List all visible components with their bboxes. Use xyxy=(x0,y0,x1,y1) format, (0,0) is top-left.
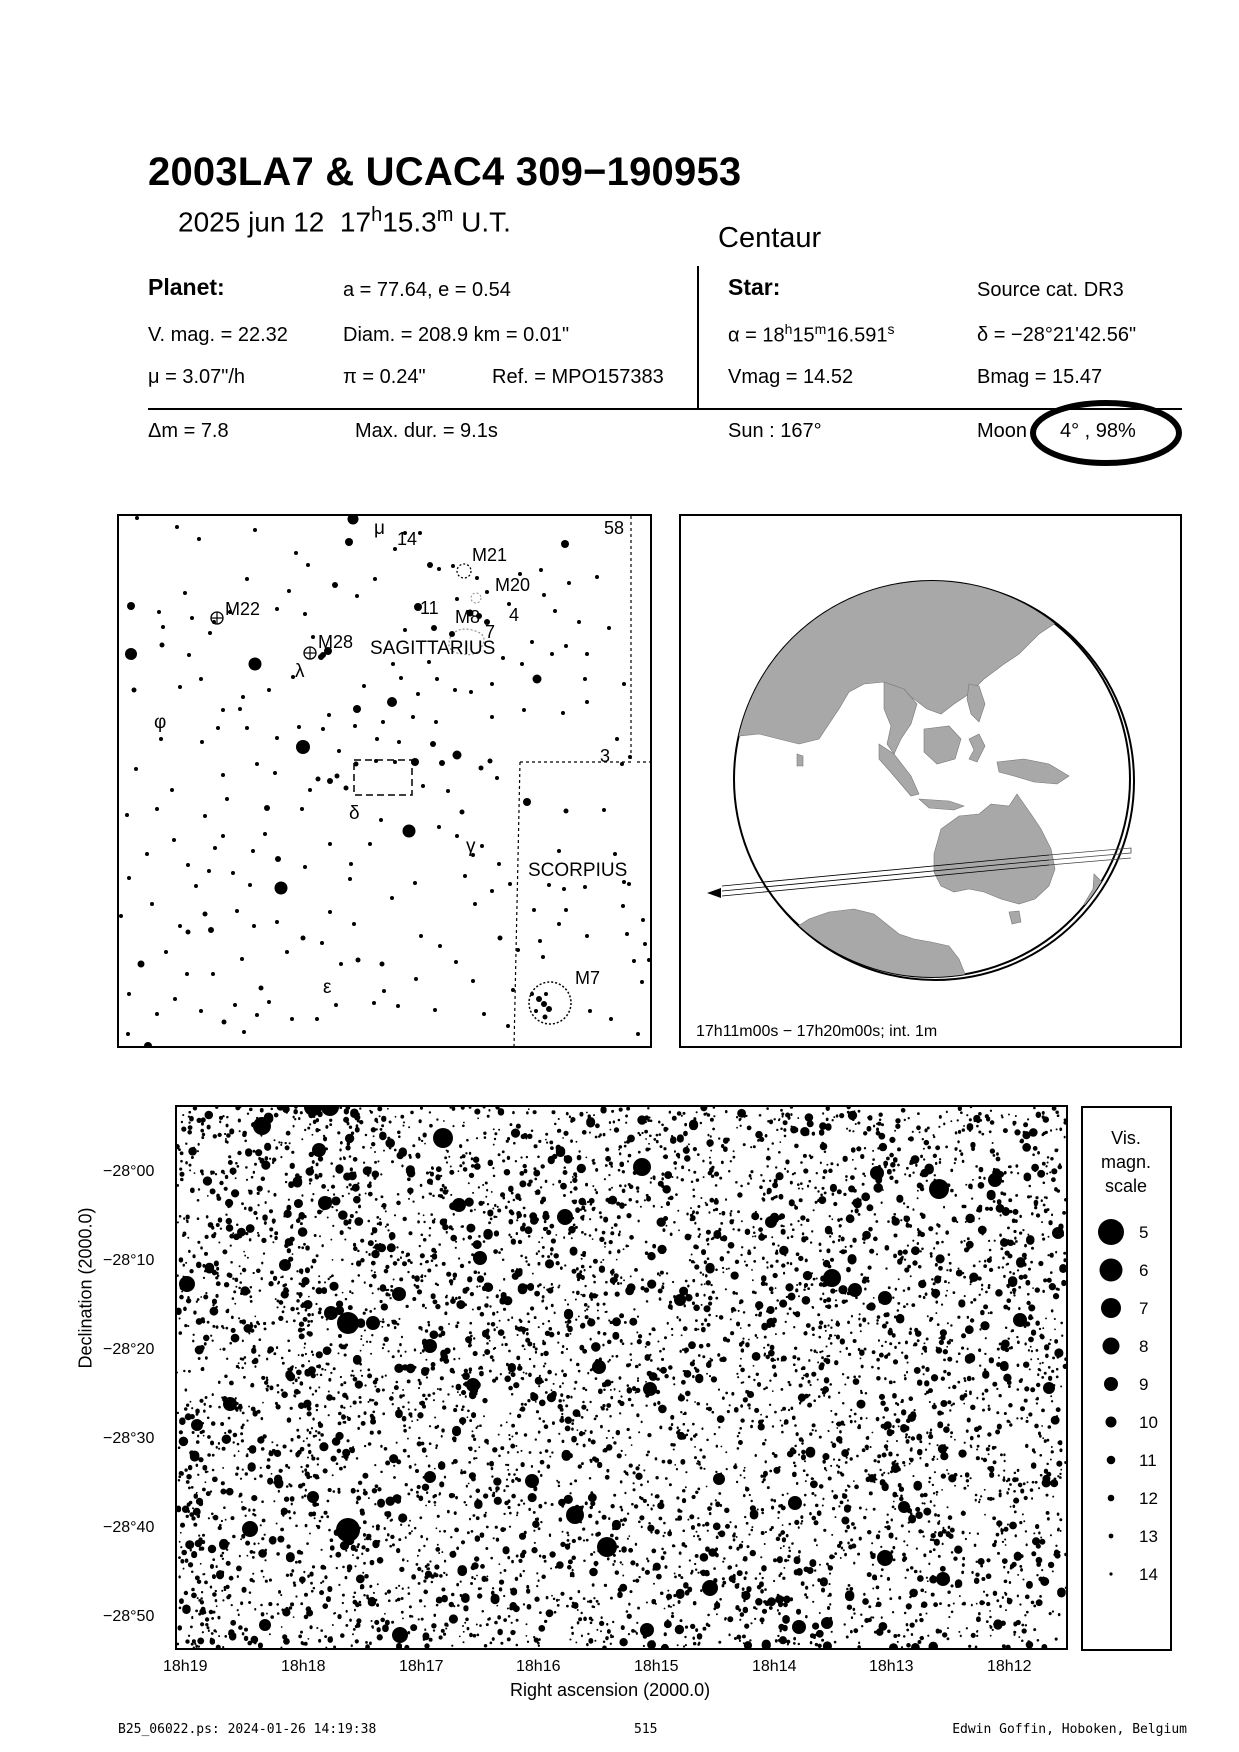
xtick-4: 18h15 xyxy=(634,1658,679,1675)
page-title: 2003LA7 & UCAC4 309−190953 xyxy=(148,150,742,194)
planet-motion: μ = 3.07"/h xyxy=(148,366,246,388)
scale-dot-mag-5 xyxy=(1098,1219,1124,1245)
scale-title-line1: Vis. xyxy=(1111,1128,1141,1148)
event-hour: 17 xyxy=(339,206,372,238)
scale-dot-mag-6 xyxy=(1100,1259,1123,1282)
label-mu: μ xyxy=(374,518,385,539)
label-4: 4 xyxy=(509,605,520,625)
xtick-2: 18h17 xyxy=(399,1658,444,1675)
scale-dot-mag-10 xyxy=(1106,1417,1117,1428)
star-bmag: Bmag = 15.47 xyxy=(977,366,1103,388)
table-divider-horizontal xyxy=(148,408,1182,410)
scale-label-mag-13: 13 xyxy=(1139,1527,1158,1546)
earth-globe-map xyxy=(679,514,1182,1048)
event-minute: 15.3 xyxy=(382,206,437,238)
scale-dot-mag-11 xyxy=(1107,1456,1116,1465)
moon-label: Moon xyxy=(977,420,1028,442)
time-suffix: U.T. xyxy=(461,206,511,238)
ytick-5: −28°50 xyxy=(103,1608,155,1625)
scale-label-mag-9: 9 xyxy=(1139,1375,1149,1394)
finder-frame xyxy=(118,515,651,1047)
label-gamma: γ xyxy=(466,836,476,857)
scale-label-mag-6: 6 xyxy=(1139,1261,1149,1280)
scale-label-mag-10: 10 xyxy=(1139,1413,1158,1432)
ytick-2: −28°20 xyxy=(103,1341,155,1358)
label-m22: M22 xyxy=(225,599,261,619)
label-lambda: λ xyxy=(295,661,305,682)
scale-dot-mag-13 xyxy=(1109,1534,1114,1539)
ytick-1: −28°10 xyxy=(103,1252,155,1269)
scale-dot-mag-12 xyxy=(1108,1495,1115,1502)
star-ra xyxy=(728,321,895,348)
land-sri-lanka xyxy=(797,754,803,766)
object-class: Centaur xyxy=(718,222,822,254)
label-58: 58 xyxy=(604,518,625,538)
star-dec: δ = −28°21'42.56" xyxy=(977,324,1137,346)
label-phi: φ xyxy=(154,712,167,733)
scale-label-mag-11: 11 xyxy=(1139,1451,1157,1470)
scale-title-line2: magn. xyxy=(1100,1152,1152,1172)
xtick-5: 18h14 xyxy=(752,1658,797,1675)
ra-prefix: α = 18 xyxy=(728,324,785,347)
xtick-7: 18h12 xyxy=(987,1658,1032,1675)
scale-label-mag-14: 14 xyxy=(1139,1565,1158,1584)
planet-orbit: a = 77.64, e = 0.54 xyxy=(343,279,511,301)
scale-dot-mag-8 xyxy=(1103,1338,1120,1355)
xtick-1: 18h18 xyxy=(281,1658,326,1675)
ytick-3: −28°30 xyxy=(103,1430,155,1447)
sun-elongation: Sun : 167° xyxy=(728,420,822,442)
star-heading: Star: xyxy=(728,274,781,300)
magnitude-scale-legend xyxy=(1081,1106,1172,1651)
planet-diameter: Diam. = 208.9 km = 0.01" xyxy=(343,324,570,346)
planet-parallax: π = 0.24" xyxy=(343,366,426,388)
moon-value: 4° , 98% xyxy=(1060,420,1136,442)
label-14: 14 xyxy=(397,529,418,549)
label-m8: M8 xyxy=(455,607,481,627)
x-axis-label: Right ascension (2000.0) xyxy=(510,1680,711,1700)
scale-dot-mag-14 xyxy=(1109,1572,1112,1575)
max-duration: Max. dur. = 9.1s xyxy=(355,420,498,442)
label-11: 11 xyxy=(420,598,439,618)
globe-caption: 17h11m00s − 17h20m00s; int. 1m xyxy=(696,1023,938,1040)
scale-label-mag-12: 12 xyxy=(1139,1489,1158,1508)
star-source: Source cat. DR3 xyxy=(977,279,1124,301)
ra-seconds: 16.591 xyxy=(826,324,888,347)
ytick-0: −28°00 xyxy=(103,1163,155,1180)
ytick-4: −28°40 xyxy=(103,1519,155,1536)
m28-globular-symbol xyxy=(304,647,316,659)
ra-h-unit: h xyxy=(784,321,793,337)
label-3: 3 xyxy=(600,746,611,766)
event-datetime xyxy=(178,204,511,238)
label-scorpius: SCORPIUS xyxy=(528,860,628,881)
scale-dot-mag-9 xyxy=(1104,1377,1118,1391)
finder-chart xyxy=(117,514,652,1048)
label-m28: M28 xyxy=(318,632,354,652)
scale-dot-mag-7 xyxy=(1101,1298,1121,1318)
label-epsilon: ε xyxy=(323,977,332,998)
footer-file-info: B25_06022.ps: 2024-01-26 14:19:38 xyxy=(118,1722,377,1737)
scale-title-line3: scale xyxy=(1104,1176,1148,1196)
label-sagittarius: SAGITTARIUS xyxy=(370,638,496,659)
label-m7: M7 xyxy=(575,968,601,988)
star-vmag: Vmag = 14.52 xyxy=(728,366,854,388)
footer-author: Edwin Goffin, Hoboken, Belgium xyxy=(952,1722,1187,1737)
scale-label-mag-5: 5 xyxy=(1139,1223,1149,1242)
event-date: 2025 jun 12 xyxy=(178,206,325,238)
ra-s-unit: s xyxy=(887,321,895,337)
xtick-3: 18h16 xyxy=(516,1658,561,1675)
xtick-0: 18h19 xyxy=(163,1658,208,1675)
ra-minutes: 15 xyxy=(792,324,815,347)
planet-vmag: V. mag. = 22.32 xyxy=(148,324,288,346)
hour-unit: h xyxy=(371,204,383,226)
y-axis-label: Declination (2000.0) xyxy=(75,1207,96,1369)
xtick-6: 18h13 xyxy=(869,1658,914,1675)
scale-label-mag-8: 8 xyxy=(1139,1337,1149,1356)
footer-page-number: 515 xyxy=(634,1722,658,1737)
planet-reference: Ref. = MPO157383 xyxy=(492,366,664,388)
magnitude-drop: Δm = 7.8 xyxy=(148,420,229,442)
label-m21: M21 xyxy=(472,545,508,565)
y-axis-label-box xyxy=(68,1108,104,1468)
minute-unit: m xyxy=(436,204,454,226)
table-divider-vertical xyxy=(697,266,699,408)
ra-m-unit: m xyxy=(814,321,827,337)
planet-heading: Planet: xyxy=(148,274,225,300)
label-m20: M20 xyxy=(495,575,531,595)
scale-label-mag-7: 7 xyxy=(1139,1299,1149,1318)
label-delta: δ xyxy=(349,803,360,824)
label-7: 7 xyxy=(485,622,496,642)
star-field-chart xyxy=(175,1105,1068,1650)
